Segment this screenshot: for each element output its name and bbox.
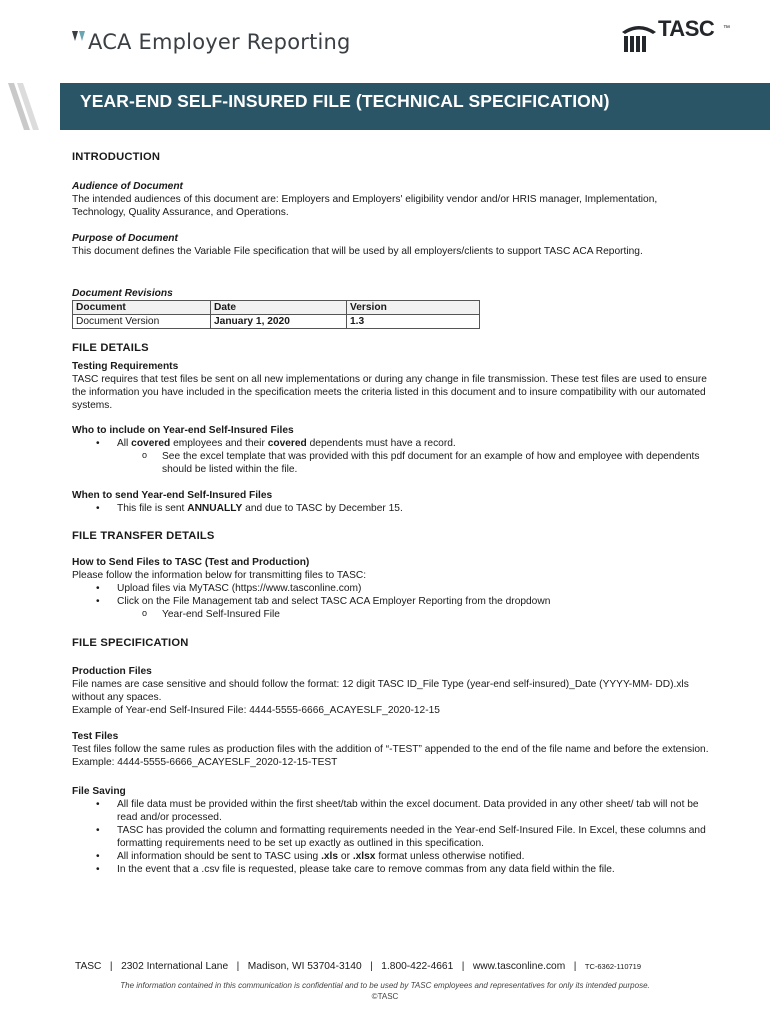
revisions-header-row (73, 301, 480, 315)
footer-city: Madison, WI 53704-3140 (247, 961, 362, 972)
testing-heading: Testing Requirements (72, 361, 179, 372)
how-text: Please follow the information below for transmitting files to TASC: (72, 570, 367, 581)
audience-heading: Audience of Document (72, 181, 183, 192)
revisions-heading: Document Revisions (72, 288, 173, 299)
how-section (72, 556, 712, 621)
purpose-text: This document defines the Variable File specification that will be used by all employers/clients to support TASC ACA Reporting. (72, 246, 643, 257)
tasc-brand: TASC (658, 16, 715, 41)
how-heading: How to Send Files to TASC (Test and Production) (72, 557, 310, 568)
when-heading: When to send Year-end Self-Insured Files (72, 490, 273, 501)
test-files-heading: Test Files (72, 731, 119, 742)
testing-section (72, 360, 712, 412)
list-item: • All file data must be provided within the first sheet/tab within the excel document. Data provided in any other sheet/ tab will not be read and/or processed. (72, 798, 712, 824)
revisions-col-document: Document (73, 301, 211, 315)
test-files-text: Test files follow the same rules as production files with the addition of “-TEST” appended to the end of the file name and before the extension. Example: 4444-5555-6666_ACAYESLF_2020-12-15-TEST (72, 744, 709, 768)
revisions-col-date: Date (211, 301, 347, 315)
app-title: ACA Employer Reporting (88, 29, 351, 54)
test-files-section (72, 730, 712, 769)
purpose-heading: Purpose of Document (72, 233, 178, 244)
table-row (73, 315, 480, 329)
production-text: File names are case sensitive and should follow the format: 12 digit TASC ID_File Type (year-end self-insured)_Date (YYYY-MM- DD).xls without any spaces. (72, 679, 689, 703)
list-item: • TASC has provided the column and formatting requirements needed in the Year-end Self-Insured File. In Excel, these columns and formatting requirements need to be set up exactly as outlined in this specification. (72, 824, 712, 850)
footer-disclaimer (0, 980, 770, 1002)
audience-section (72, 180, 712, 219)
revisions-col-version: Version (347, 301, 480, 315)
who-section (72, 424, 712, 476)
when-section (72, 489, 712, 515)
disclaimer-text: The information contained in this communication is confidential and to be used by TASC employees and representatives for only its intended purpose. (120, 981, 650, 990)
file-details-heading: FILE DETAILS (72, 342, 149, 354)
tasc-brand-tm: ™ (723, 25, 730, 32)
list-item: o See the excel template that was provided with this pdf document for an example of how and employee with dependents should be listed within the file. (72, 450, 712, 476)
testing-text: TASC requires that test files be sent on all new implementations or during any change in file transmission. These test files are used to ensure the information you have included in the specification meets the criteria listed in this document and to insure compatibility with our automated systems. (72, 374, 707, 411)
revisions-cell: Document Version (73, 315, 211, 329)
copyright-text: ©TASC (371, 992, 399, 1001)
footer-company: TASC (75, 961, 102, 972)
footer-web-link[interactable]: www.tasconline.com (472, 961, 566, 972)
aca-logo (72, 26, 351, 58)
transfer-heading: FILE TRANSFER DETAILS (72, 530, 215, 542)
list-item: • All information should be sent to TASC using .xls or .xlsx format unless otherwise notified. (72, 850, 712, 863)
revisions-section (72, 287, 712, 329)
purpose-section (72, 232, 712, 258)
aca-logo-mark-icon (72, 31, 86, 45)
revisions-cell: January 1, 2020 (211, 315, 347, 329)
list-item: • In the event that a .csv file is requested, please take care to remove commas from any data field within the file. (72, 863, 712, 876)
title-banner (0, 83, 770, 130)
list-item: • Click on the File Management tab and select TASC ACA Employer Reporting from the dropdown (72, 595, 712, 608)
banner-title: YEAR-END SELF-INSURED FILE (TECHNICAL SPECIFICATION) (80, 91, 610, 111)
tasc-logo (620, 18, 730, 56)
production-section (72, 665, 712, 717)
intro-heading: INTRODUCTION (72, 151, 161, 163)
footer-phone: 1.800-422-4661 (381, 961, 454, 972)
production-heading: Production Files (72, 666, 152, 677)
revisions-table (72, 300, 480, 329)
footer-code: TC-6362-110719 (584, 962, 642, 971)
spec-heading: FILE SPECIFICATION (72, 637, 189, 649)
list-item: • Upload files via MyTASC (https://www.tasconline.com) (72, 582, 712, 595)
saving-heading: File Saving (72, 786, 126, 797)
footer-contact: TASC | 2302 International Lane | Madison, WI 53704-3140 | 1.800-422-4661 | www.tasconline.com | TC-6362-110719 (75, 961, 642, 972)
list-item: • All covered employees and their covered dependents must have a record. (72, 437, 712, 450)
list-item: o Year-end Self-Insured File (72, 608, 712, 621)
production-example: Example of Year-end Self-Insured File: 4444-5555-6666_ACAYESLF_2020-12-15 (72, 705, 440, 716)
tasc-logo-mark-icon (620, 18, 658, 56)
audience-text: The intended audiences of this document are: Employers and Employers' eligibility vendor and/or HRIS manager, Implementation, Technology, Quality Assurance, and Operations. (72, 194, 658, 218)
list-item: • This file is sent ANNUALLY and due to TASC by December 15. (72, 502, 712, 515)
who-heading: Who to include on Year-end Self-Insured Files (72, 425, 294, 436)
saving-section (72, 785, 712, 876)
revisions-cell: 1.3 (347, 315, 480, 329)
footer-address: 2302 International Lane (121, 961, 229, 972)
